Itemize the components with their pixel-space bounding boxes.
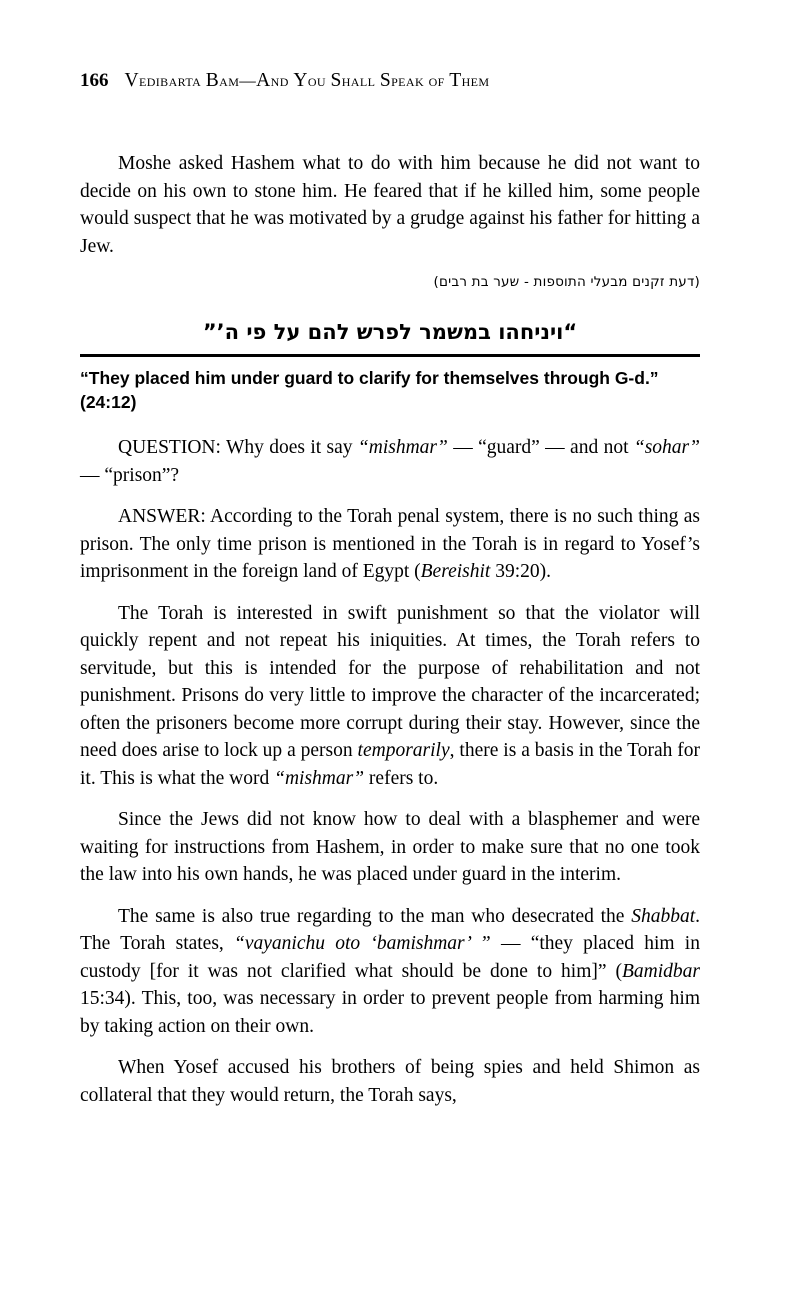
paragraph-yosef: When Yosef accused his brothers of being spies and held Shimon as collateral that they would return, the Torah says,	[80, 1057, 700, 1106]
paragraph-jews-blasphemer: Since the Jews did not know how to deal with a blasphemer and were waiting for instructions from Hashem, in order to make sure that no one took the law into his own hands, he was placed under guard in the interim.	[80, 809, 700, 885]
section-divider	[80, 354, 700, 357]
answer-italic-1: Bereishit	[420, 561, 491, 582]
shabbat-text-2: . The Torah states,	[80, 905, 700, 954]
shabbat-text-4: 15:34). This, too, was necessary in order to prevent people from harming him by taking action on their own.	[80, 988, 700, 1037]
shabbat-italic-1: Shabbat	[631, 905, 696, 927]
question-text-2: — “guard” — and not	[447, 437, 634, 458]
question-text-3: — “prison”?	[80, 464, 180, 486]
paragraph-intro: Moshe asked Hashem what to do with him because he did not want to decide on his own to stone him. He feared that if he killed him, some people would suspect that he was motivated by a grudge against his father for hitting a Jew.	[80, 153, 700, 257]
question-italic-2: “sohar”	[633, 437, 700, 458]
paragraph-shabbat	[80, 903, 700, 1041]
question-italic-1: “mishmar”	[357, 437, 448, 458]
paragraph-question	[80, 434, 700, 489]
answer-label: ANSWER:	[118, 506, 206, 527]
paragraph-torah-punishment	[80, 600, 700, 793]
torah-italic-2: “mishmar”	[274, 767, 365, 789]
torah-text-2: , there is a basis in the Torah for it. This is what the word	[80, 740, 700, 789]
torah-text-1: The Torah is interested in swift punishment so that the violator will quickly repent and not repeat his iniquities. At times, the Torah refers to servitude, but this is intended for the purpose of rehabilitation and not punishment. Prisons do very little to improve the character of the incarcerated; often the prisoners become more corrupt during their stay. However, since the need does arise to lock up a person	[80, 602, 700, 761]
running-head	[80, 70, 700, 92]
question-label: QUESTION:	[118, 437, 221, 458]
question-text-1: Why does it say	[220, 437, 358, 458]
answer-text-1: According to the Torah penal system, there is no such thing as prison. The only time prison is mentioned in the Torah is in regard to Yosef’s imprisonment in the foreign land of Egypt (	[80, 506, 700, 582]
running-title: Vedibarta Bam—And You Shall Speak of Them	[124, 70, 490, 91]
shabbat-text-1: The same is also true regarding to the man who desecrated the	[118, 905, 632, 927]
shabbat-italic-2: “vayanichu oto ‘bamishmar’ ”	[234, 933, 491, 954]
page-number: 166	[80, 70, 109, 91]
torah-text-3: refers to.	[364, 767, 439, 789]
paragraph-answer	[80, 503, 700, 586]
shabbat-italic-3: Bamidbar	[622, 960, 700, 982]
verse-heading-english: “They placed him under guard to clarify for themselves through G-d.” (24:12)	[80, 368, 659, 412]
source-citation: (דעת זקנים מבעלי התוספות - שער בת רבים)	[433, 274, 700, 290]
verse-heading-hebrew: “ויניחהו במשמר לפרש להם על פי ה’”	[202, 320, 578, 344]
torah-italic-1: temporarily	[357, 740, 450, 761]
answer-text-2: 39:20).	[490, 561, 551, 582]
shabbat-text-3: — “they placed him in custody [for it was not clarified what should be done to him]” (	[80, 933, 700, 982]
